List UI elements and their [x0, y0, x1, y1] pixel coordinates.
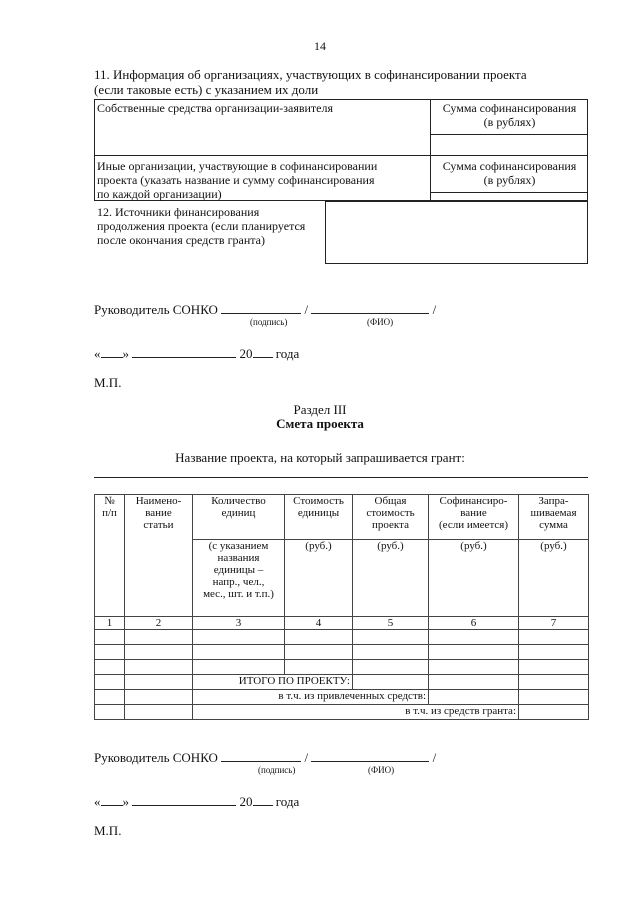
cell[interactable] [519, 660, 589, 675]
total-label: ИТОГО ПО ПРОЕКТУ: [193, 675, 353, 690]
column-number: 3 [193, 617, 285, 630]
cell [519, 690, 589, 705]
other-orgs-label-line2: проекта (указать название и сумму софинансирования [97, 173, 375, 187]
section-3-heading: Раздел III [293, 402, 347, 417]
cell [95, 675, 125, 690]
signature-caption: (подпись) [250, 317, 288, 327]
units-cofinancing: (руб.) [429, 540, 519, 617]
cell[interactable] [95, 660, 125, 675]
column-number: 2 [125, 617, 193, 630]
header-quantity: Количество единиц [193, 495, 285, 540]
continuation-funding-field[interactable] [325, 201, 588, 264]
header-item-name: Наимено- вание статьи [125, 495, 193, 617]
full-name-caption: (ФИО) [368, 765, 395, 775]
table-row [95, 630, 589, 645]
slash: / [304, 750, 309, 765]
project-name-field[interactable] [94, 463, 588, 478]
cell[interactable] [353, 630, 429, 645]
attracted-funds-row [95, 690, 589, 705]
date-day-field[interactable] [101, 345, 123, 358]
cell[interactable] [285, 645, 353, 660]
full-name-caption: (ФИО) [367, 317, 394, 327]
table-row [95, 645, 589, 660]
cell [95, 690, 125, 705]
section-12-line1: 12. Источники финансирования [97, 205, 260, 219]
column-number: 4 [285, 617, 353, 630]
signature-caption: (подпись) [258, 765, 296, 775]
column-number: 1 [95, 617, 125, 630]
full-name-field[interactable] [311, 301, 429, 314]
slash: / [304, 302, 309, 317]
cell[interactable] [429, 645, 519, 660]
project-name-label: Название проекта, на который запрашивается грант: [175, 450, 465, 465]
total-row [95, 675, 589, 690]
amount-header-2-line2: (в рублях) [483, 173, 536, 187]
date-close-quote: » [122, 346, 129, 361]
section-3-subheading: Смета проекта [276, 416, 364, 431]
cell[interactable] [125, 645, 193, 660]
signature-field[interactable] [221, 301, 301, 314]
units-quantity: (с указанием названия единицы – напр., чел., мес., шт. и т.п.) [193, 540, 285, 617]
grant-funds-value[interactable] [519, 705, 589, 720]
budget-header-row [95, 495, 589, 540]
amount-header-1-line1: Сумма софинансирования [442, 101, 577, 115]
cell[interactable] [519, 645, 589, 660]
cell [125, 690, 193, 705]
grant-funds-row [95, 705, 589, 720]
cell[interactable] [125, 660, 193, 675]
own-funds-field[interactable] [95, 117, 429, 154]
amount-header-2-line1: Сумма софинансирования [442, 159, 577, 173]
own-funds-label: Собственные средства организации-заявителя [97, 101, 334, 115]
column-number: 6 [429, 617, 519, 630]
date-open-quote: « [94, 794, 101, 809]
total-cost-value[interactable] [353, 675, 429, 690]
other-orgs-label-line1: Иные организации, участвующие в софинансировании [97, 159, 378, 173]
column-number: 5 [353, 617, 429, 630]
table-row [95, 660, 589, 675]
other-orgs-label-line3: по каждой организации) [97, 187, 222, 201]
grant-funds-label: в т.ч. из средств гранта: [193, 705, 519, 720]
amount-header-1-line2: (в рублях) [483, 115, 536, 129]
attracted-funds-value[interactable] [429, 690, 519, 705]
total-requested-value[interactable] [519, 675, 589, 690]
year-prefix: 20 [239, 346, 253, 361]
cell[interactable] [429, 630, 519, 645]
section-12-line2: продолжения проекта (если планируется [97, 219, 306, 233]
header-unit-cost: Стоимость единицы [285, 495, 353, 540]
date-year-field[interactable] [253, 345, 273, 358]
section-12-line3: после окончания средств гранта) [97, 233, 265, 247]
cell[interactable] [95, 630, 125, 645]
total-cofinancing-value[interactable] [429, 675, 519, 690]
stamp-label: М.П. [94, 375, 122, 390]
cell[interactable] [429, 660, 519, 675]
units-total-cost: (руб.) [353, 540, 429, 617]
cell[interactable] [519, 630, 589, 645]
cofinancing-row-divider [94, 155, 588, 156]
slash: / [432, 302, 437, 317]
cell[interactable] [95, 645, 125, 660]
cell[interactable] [125, 630, 193, 645]
cell[interactable] [193, 630, 285, 645]
column-number: 7 [519, 617, 589, 630]
cell [125, 675, 193, 690]
units-unit-cost: (руб.) [285, 540, 353, 617]
date-year-field[interactable] [253, 793, 273, 806]
page-number: 14 [314, 39, 326, 53]
column-number-row [95, 617, 589, 630]
own-funds-amount-field[interactable] [431, 135, 587, 154]
header-requested-amount: Запра- шиваемая сумма [519, 495, 589, 540]
slash: / [432, 750, 437, 765]
cell[interactable] [353, 645, 429, 660]
date-month-field[interactable] [132, 345, 236, 358]
cell [125, 705, 193, 720]
date-open-quote: « [94, 346, 101, 361]
cell[interactable] [285, 660, 353, 675]
header-total-cost: Общая стоимость проекта [353, 495, 429, 540]
director-label: Руководитель СОНКО [94, 750, 218, 765]
cell [95, 705, 125, 720]
other-orgs-amount-field[interactable] [431, 193, 587, 200]
date-day-field[interactable] [101, 793, 123, 806]
director-label: Руководитель СОНКО [94, 302, 218, 317]
cell[interactable] [193, 645, 285, 660]
cell[interactable] [285, 630, 353, 645]
signature-field[interactable] [221, 749, 301, 762]
year-prefix: 20 [239, 794, 253, 809]
header-cofinancing: Софинансиро- вание (если имеется) [429, 495, 519, 540]
year-suffix: года [275, 346, 300, 361]
date-close-quote: » [122, 794, 129, 809]
section-11-title-line1: 11. Информация об организациях, участвующих в софинансировании проекта [94, 67, 527, 82]
header-number: № п/п [95, 495, 125, 617]
year-suffix: года [275, 794, 300, 809]
attracted-funds-label: в т.ч. из привлеченных средств: [193, 690, 429, 705]
cell[interactable] [193, 660, 285, 675]
units-requested: (руб.) [519, 540, 589, 617]
section-11-title-line2: (если таковые есть) с указанием их доли [94, 82, 319, 97]
stamp-label: М.П. [94, 823, 122, 838]
date-month-field[interactable] [132, 793, 236, 806]
budget-table [94, 494, 589, 720]
cell[interactable] [353, 660, 429, 675]
full-name-field[interactable] [311, 749, 429, 762]
